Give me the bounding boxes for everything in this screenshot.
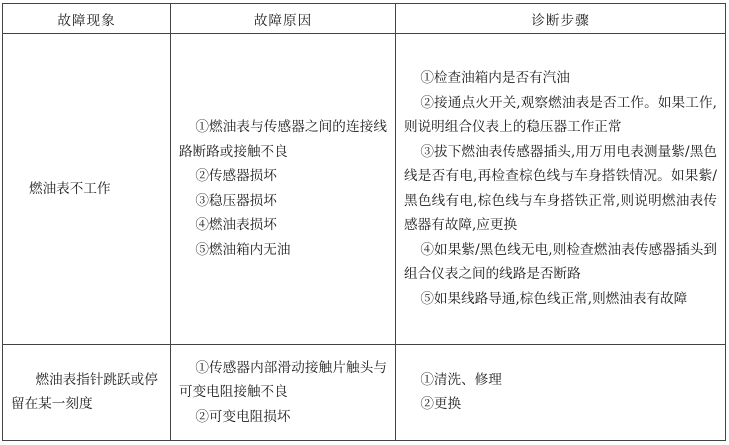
diagnosis-table [2,3,726,441]
phenomenon-cell: 燃油表不工作 [3,34,171,345]
cause-item: ③稳压器损坏 [195,192,277,209]
step-item: ④如果紫/黑色线无电,则检查燃油表传感器插头到组合仪表之间的线路是否断路 [404,241,717,283]
cause-item: ①燃油表与传感器之间的连接线路断路或接触不良 [179,119,387,160]
cause-cell [171,344,396,440]
cause-item: ②可变电阻损坏 [195,408,291,425]
cause-item: ⑤燃油箱内无油 [195,241,291,258]
cause-item: ①传感器内部滑动接触片触头与可变电阻接触不良 [179,359,387,401]
step-item: ②更换 [420,396,462,413]
step-item: ⑤如果线路导通,棕色线正常,则燃油表有故障 [420,290,688,307]
cause-cell [171,34,396,345]
header-phenomenon: 故障现象 [3,4,171,34]
steps-cell [396,344,726,440]
phenomenon-cell: 燃油表指针跳跃或停留在某一刻度 [3,344,171,440]
step-item: ①清洗、修理 [420,371,502,388]
header-steps: 诊断步骤 [396,4,726,34]
table-header-row [3,4,726,34]
steps-cell [396,34,726,345]
step-item: ②接通点火开关,观察燃油表是否工作。如果工作,则说明组合仪表上的稳压器工作正常 [404,94,717,136]
table-row [3,34,726,345]
step-item: ①检查油箱内是否有汽油 [420,70,570,87]
table-row [3,344,726,440]
step-item: ③拔下燃油表传感器插头,用万用电表测量紫/黑色线是否有电,再检查棕色线与车身搭铁情况。如果紫/黑色线有电,棕色线与车身搭铁正常,则说明燃油表传感器有故障,应更换 [404,143,717,234]
cause-item: ②传感器损坏 [195,168,277,185]
cause-item: ④燃油表损坏 [195,217,277,234]
header-cause: 故障原因 [171,4,396,34]
